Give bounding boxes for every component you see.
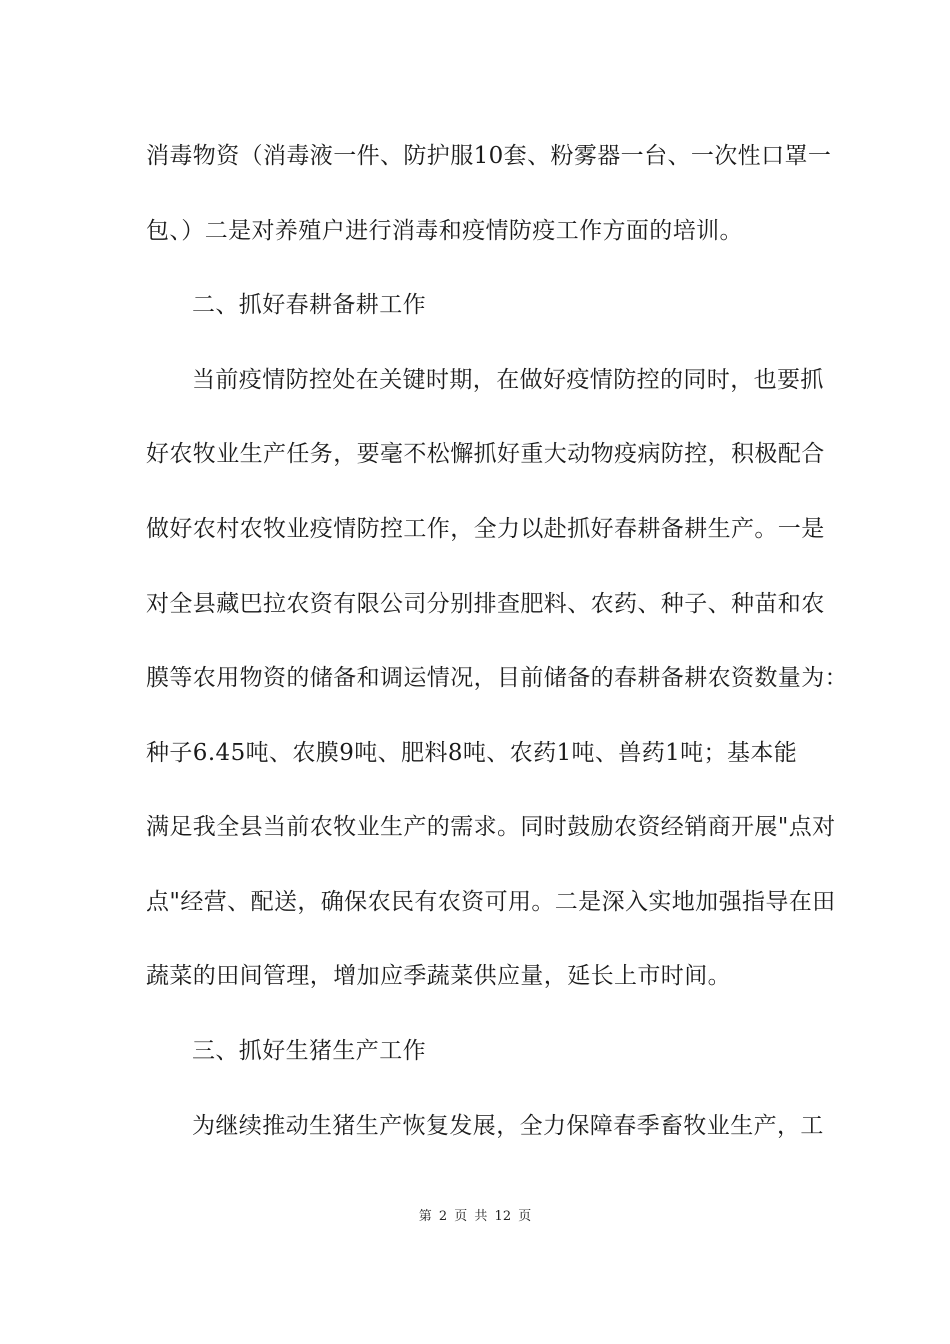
body-text-line: 消毒物资（消毒液一件、防护服10套、粉雾器一台、一次性口罩一 xyxy=(146,143,832,169)
section-heading: 二、抓好春耕备耕工作 xyxy=(192,292,426,318)
body-text-line: 蔬菜的田间管理，增加应季蔬菜供应量，延长上市时间。 xyxy=(146,963,731,989)
body-text-line: 好农牧业生产任务，要毫不松懈抓好重大动物疫病防控，积极配合 xyxy=(146,441,825,467)
body-text-line: 包、）二是对养殖户进行消毒和疫情防疫工作方面的培训。 xyxy=(146,218,743,244)
body-text-line: 点"经营、配送，确保农民有农资可用。二是深入实地加强指导在田 xyxy=(146,889,836,915)
body-text-line: 种子6.45吨、农膜9吨、肥料8吨、农药1吨、兽药1吨；基本能 xyxy=(146,740,798,766)
body-text-line: 对全县藏巴拉农资有限公司分别排查肥料、农药、种子、种苗和农 xyxy=(146,591,825,617)
body-text-line: 做好农村农牧业疫情防控工作，全力以赴抓好春耕备耕生产。一是 xyxy=(146,516,825,542)
page-number-footer: 第 2 页 共 12 页 xyxy=(418,1209,532,1224)
body-text-line: 当前疫情防控处在关键时期，在做好疫情防控的同时，也要抓 xyxy=(192,367,824,393)
body-text-line: 为继续推动生猪生产恢复发展，全力保障春季畜牧业生产，工 xyxy=(192,1113,824,1139)
body-text-line: 满足我全县当前农牧业生产的需求。同时鼓励农资经销商开展"点对 xyxy=(146,814,836,840)
section-heading: 三、抓好生猪生产工作 xyxy=(192,1038,426,1064)
body-text-line: 膜等农用物资的储备和调运情况，目前储备的春耕备耕农资数量为： xyxy=(146,665,848,691)
